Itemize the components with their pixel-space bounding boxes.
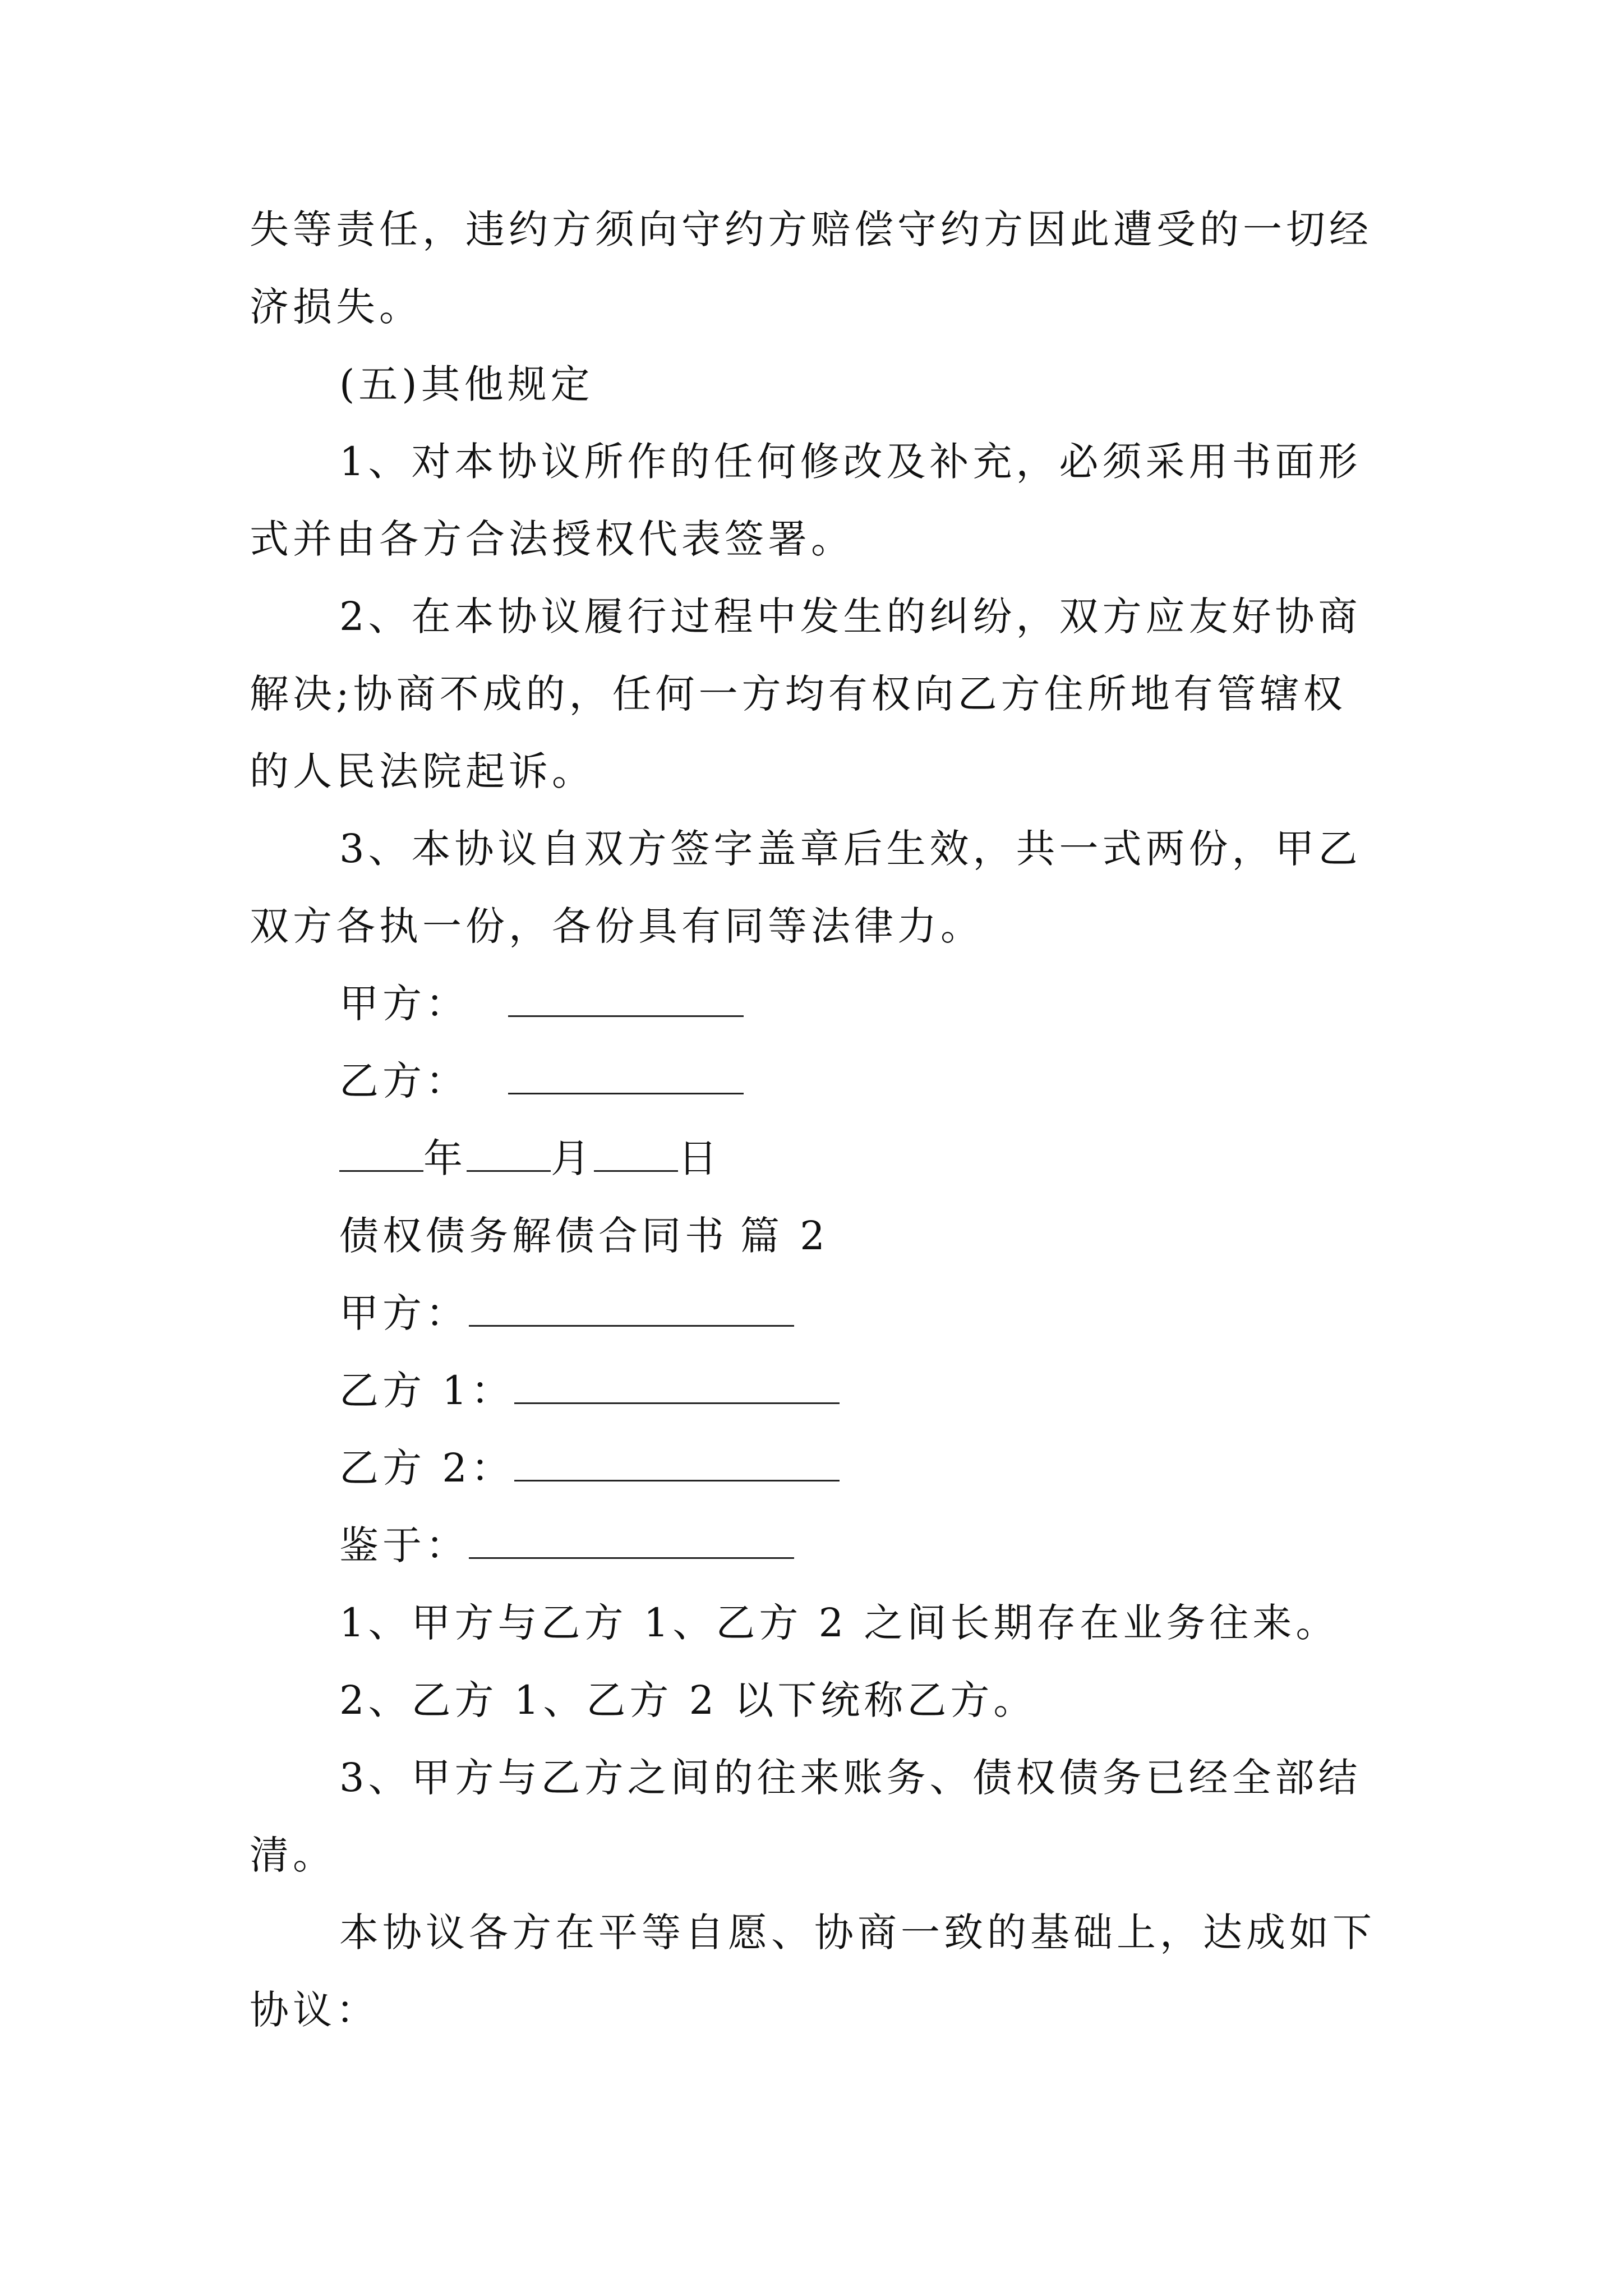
date-line xyxy=(250,1120,1377,1197)
clause-2-line: 的人民法院起诉。 xyxy=(250,748,595,794)
clause-1-line: 式并由各方合法授权代表签署。 xyxy=(250,516,854,562)
signature-blank xyxy=(508,976,744,1017)
contract-title-text: 债权债务解债合同书 xyxy=(339,1213,728,1259)
month-label: 月 xyxy=(551,1135,594,1181)
signature-party-a xyxy=(250,965,1377,1042)
clause-2-line: 解决;协商不成的，任何一方均有权向乙方住所地有管辖权 xyxy=(250,671,1347,717)
signature-party-b xyxy=(250,1042,1377,1120)
document-page xyxy=(250,191,1377,2049)
whereas-blank xyxy=(469,1518,794,1559)
paragraph-line: 济损失。 xyxy=(250,284,422,330)
day-blank xyxy=(594,1131,678,1172)
paragraph-line: 失等责任，违约方须向守约方赔偿守约方因此遭受的一切经 xyxy=(250,206,1372,252)
contract-title-suffix: 篇 2 xyxy=(740,1213,829,1259)
clause-1-line: 1、对本协议所作的任何修改及补充，必须采用书面形 xyxy=(339,439,1362,485)
party-a-label: 甲方： xyxy=(339,1290,469,1336)
clause-2-line: 2、在本协议履行过程中发生的纠纷，双方应友好协商 xyxy=(339,593,1362,639)
party-b1-label: 乙方 1： xyxy=(339,1368,514,1414)
whereas-label: 鉴于： xyxy=(339,1522,469,1568)
recital-2: 2、乙方 1、乙方 2 以下统称乙方。 xyxy=(339,1677,1037,1723)
party-b1-blank xyxy=(514,1363,840,1404)
section-heading: (五)其他规定 xyxy=(339,361,594,407)
contract-title xyxy=(250,1197,1377,1274)
month-blank xyxy=(467,1131,551,1172)
year-label: 年 xyxy=(423,1135,467,1181)
party-a-field xyxy=(250,1274,1377,1352)
signature-blank xyxy=(508,1053,744,1094)
party-b2-blank xyxy=(514,1441,840,1481)
agreement-intro-line: 本协议各方在平等自愿、协商一致的基础上，达成如下 xyxy=(339,1910,1376,1955)
signature-party-a-label: 甲方： xyxy=(339,981,469,1027)
recital-3-line: 清。 xyxy=(250,1832,336,1878)
party-a-blank xyxy=(469,1286,794,1327)
year-blank xyxy=(339,1131,423,1172)
day-label: 日 xyxy=(678,1135,721,1181)
clause-3-line: 双方各执一份，各份具有同等法律力。 xyxy=(250,903,984,949)
signature-party-b-label: 乙方： xyxy=(339,1058,469,1104)
party-b2-label: 乙方 2： xyxy=(339,1445,514,1491)
recital-3-line: 3、甲方与乙方之间的往来账务、债权债务已经全部结 xyxy=(339,1755,1362,1801)
clause-3-line: 3、本协议自双方签字盖章后生效，共一式两份，甲乙 xyxy=(339,826,1362,872)
agreement-intro-line: 协议： xyxy=(250,1987,379,2033)
recital-1: 1、甲方与乙方 1、乙方 2 之间长期存在业务往来。 xyxy=(339,1600,1339,1646)
party-b1-field xyxy=(250,1352,1377,1429)
whereas-field xyxy=(250,1507,1377,1584)
party-b2-field xyxy=(250,1429,1377,1507)
